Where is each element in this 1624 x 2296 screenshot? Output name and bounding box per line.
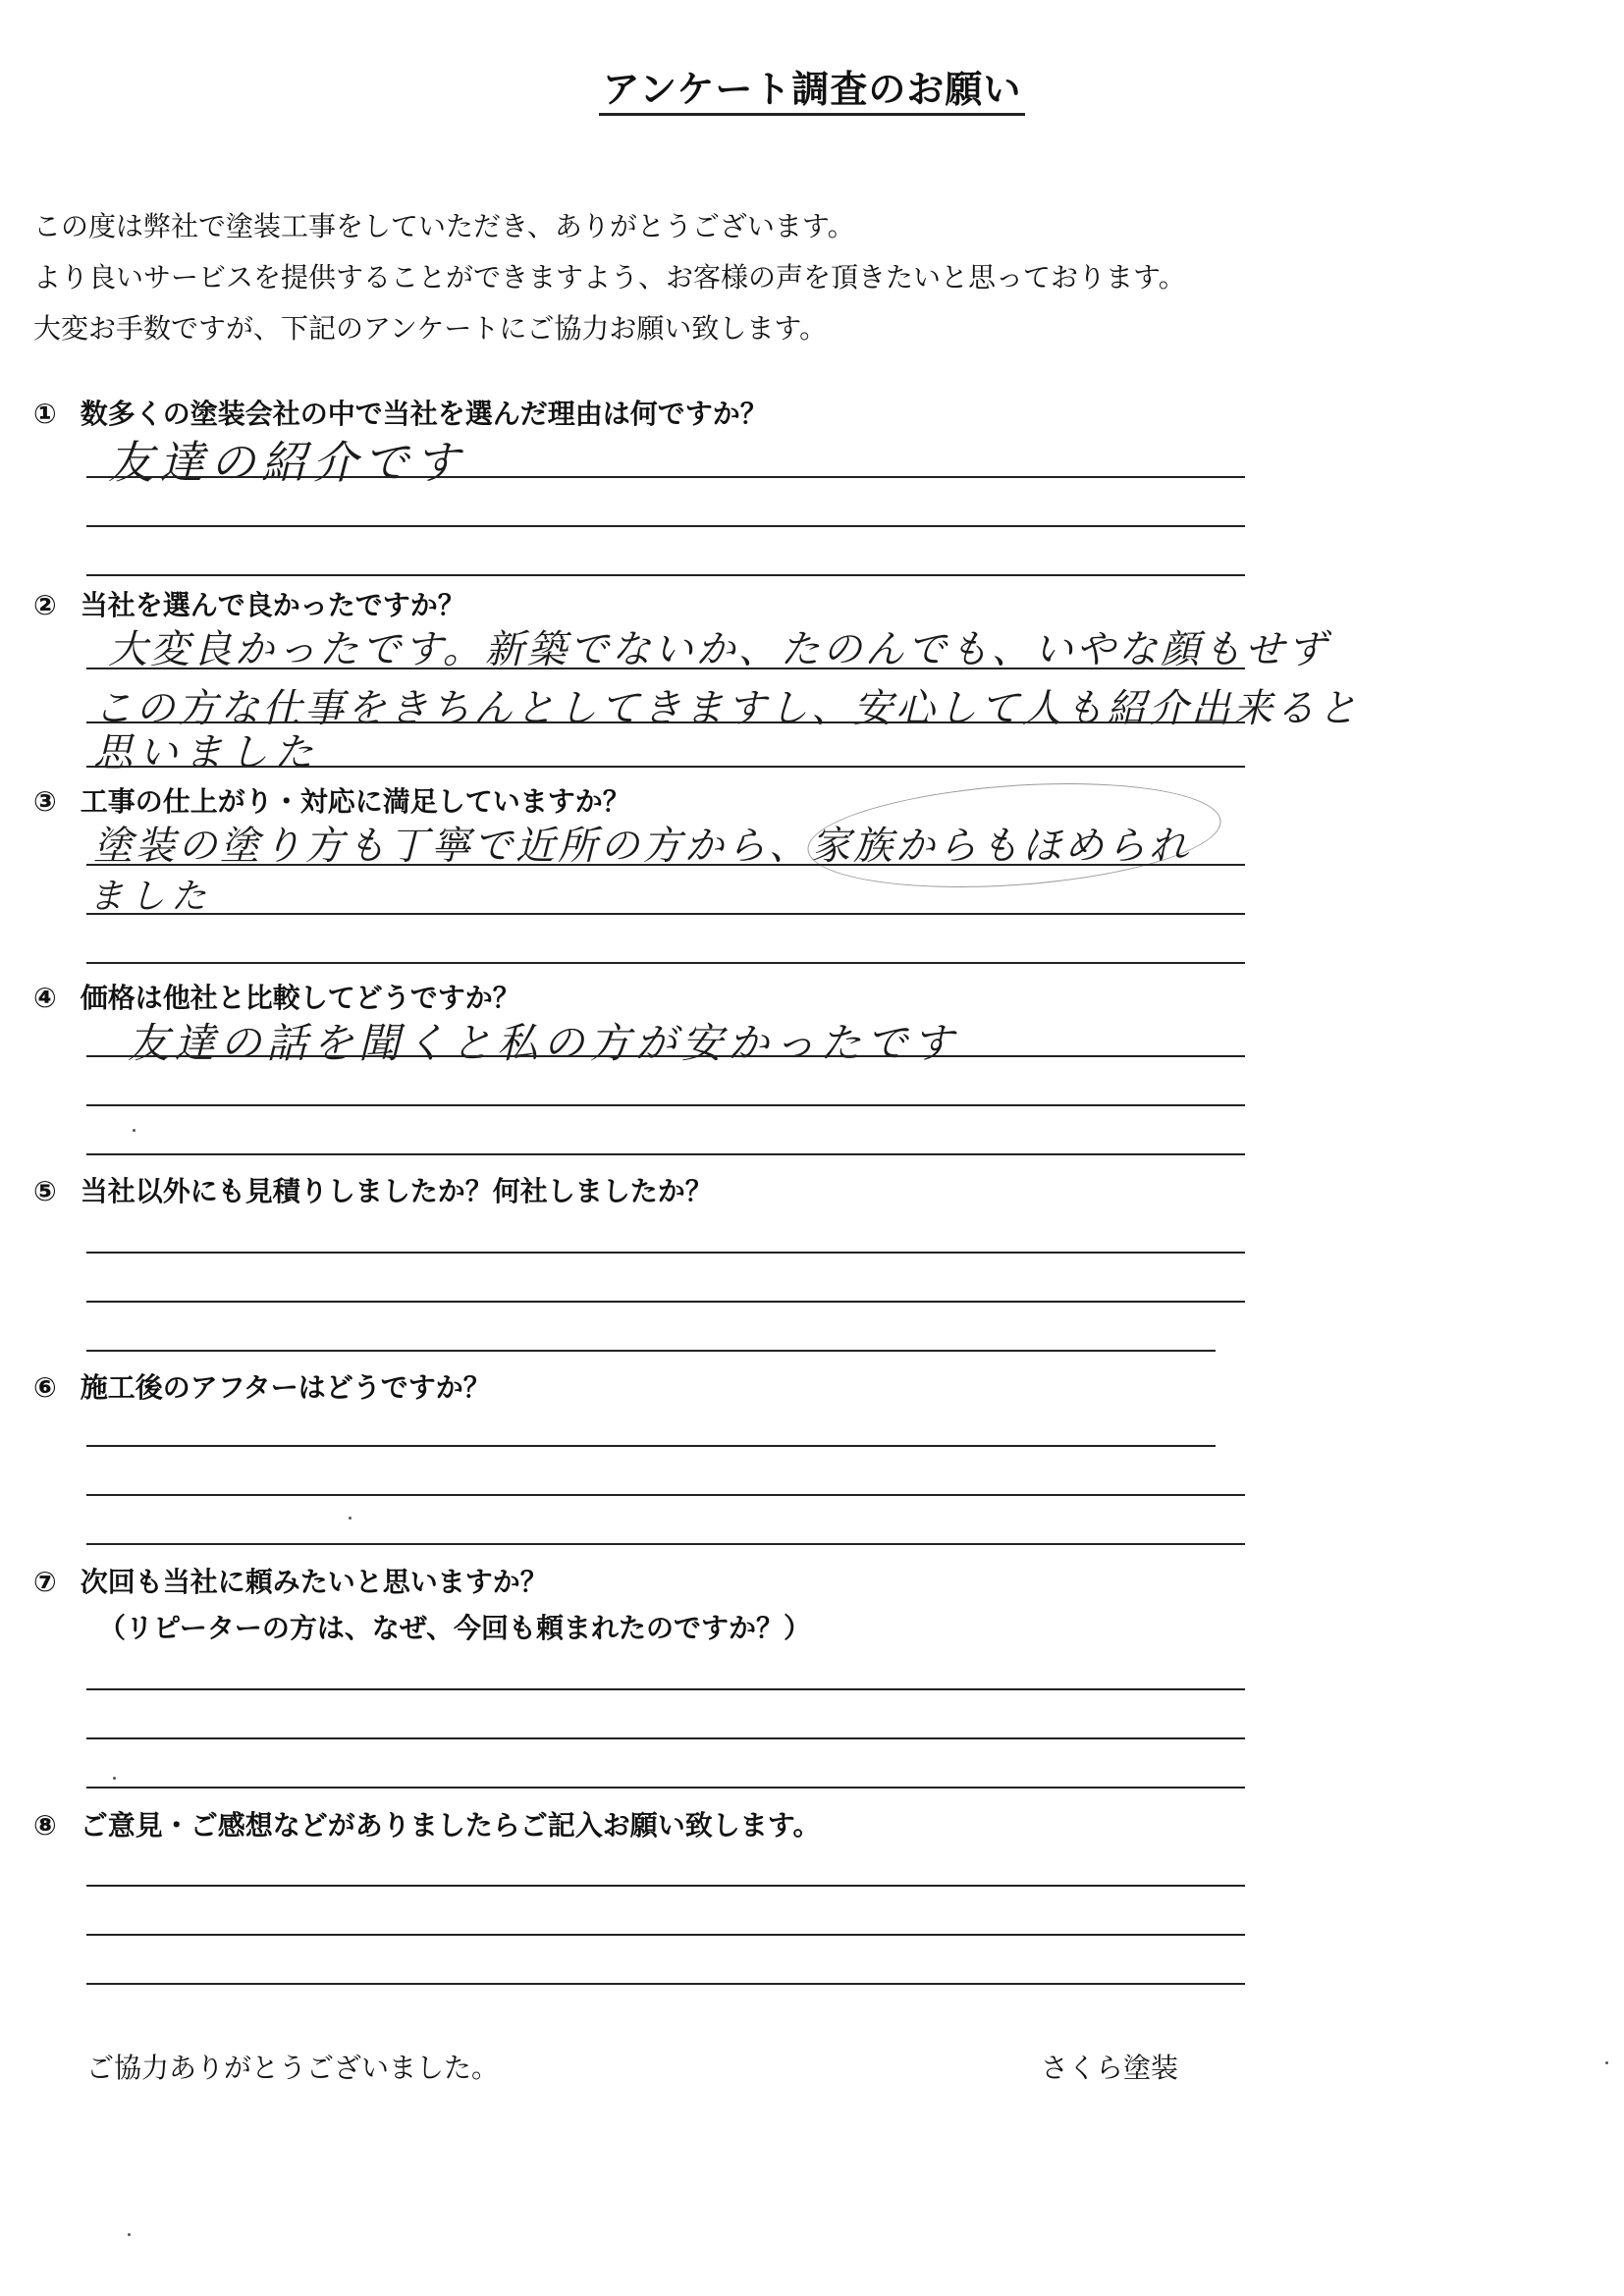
intro-line: 大変お手数ですが、下記のアンケートにご協力お願い致します。	[33, 312, 828, 345]
answer-line	[86, 962, 1245, 964]
question-1: ① 数多くの塗装会社の中で当社を選んだ理由は何ですか？	[33, 398, 768, 430]
question-6: ⑥ 施工後のアフターはどうですか？	[33, 1371, 491, 1404]
question-7: ⑦ 次回も当社に頼みたいと思いますか？	[33, 1566, 548, 1598]
answer-line	[86, 1445, 1216, 1447]
answer-2-line-2: この方な仕事をきちんとしてきますし、安心して人も紹介出来ると	[93, 686, 1360, 731]
question-4-text: 価格は他社と比較してどうですか？	[80, 982, 520, 1014]
answer-line	[86, 574, 1245, 576]
answer-line	[86, 667, 1245, 669]
answer-line	[86, 1350, 1216, 1352]
question-3: ③ 工事の仕上がり・対応に満足していますか？	[33, 785, 630, 818]
question-1-text: 数多くの塗装会社の中で当社を選んだ理由は何ですか？	[80, 398, 768, 430]
answer-line	[86, 1494, 1245, 1496]
company-name: さくら塗装	[1041, 2052, 1179, 2084]
scan-speck	[113, 1777, 116, 1780]
answer-1-line-1: 友達の紹介です	[108, 436, 465, 489]
answer-3-line-1: 塗装の塗り方も丁寧で近所の方から、家族からもほめられ	[93, 824, 1191, 869]
question-4: ④ 価格は他社と比較してどうですか？	[33, 982, 520, 1014]
question-7-subtext: （リピーターの方は、なぜ、今回も頼まれたのですか？）	[98, 1612, 812, 1644]
question-5: ⑤ 当社以外にも見積りしましたか？何社しましたか？	[33, 1175, 713, 1207]
question-6-text: 施工後のアフターはどうですか？	[80, 1371, 491, 1404]
intro-line: この度は弊社で塗装工事をしていただき、ありがとうございます。	[33, 210, 855, 242]
question-7-text: 次回も当社に頼みたいと思いますか？	[80, 1566, 548, 1598]
answer-line	[86, 864, 1245, 866]
answer-line	[86, 1104, 1245, 1106]
answer-line	[86, 1153, 1245, 1155]
answer-line	[86, 1983, 1245, 1985]
answer-line	[86, 1934, 1245, 1936]
scan-speck	[133, 1129, 135, 1132]
answer-line	[86, 1737, 1245, 1739]
answer-2-line-1: 大変良かったです。新築でないか、たのんでも、いやな顔もせず	[108, 627, 1329, 672]
question-3-text: 工事の仕上がり・対応に満足していますか？	[80, 785, 630, 818]
question-2-text: 当社を選んで良かったですか？	[80, 589, 465, 621]
question-8: ⑧ ご意見・ご感想などがありましたらご記入お願い致します。	[33, 1809, 821, 1842]
intro-text	[33, 201, 1186, 354]
answer-2-line-3: 思いました	[93, 730, 319, 775]
closing-text: ご協力ありがとうございました。	[86, 2052, 500, 2084]
answer-line	[86, 476, 1245, 478]
scan-speck	[1605, 2061, 1608, 2064]
answer-line	[86, 766, 1245, 768]
question-2: ② 当社を選んで良かったですか？	[33, 589, 465, 621]
answer-3-line-2: ました	[88, 877, 213, 917]
answer-line	[86, 1543, 1245, 1545]
question-8-text: ご意見・ご感想などがありましたらご記入お願い致します。	[80, 1809, 821, 1842]
scan-speck	[128, 2233, 131, 2236]
page-title: アンケート調査のお願い	[0, 59, 1624, 113]
answer-line	[86, 1055, 1245, 1057]
answer-line	[86, 525, 1245, 527]
answer-4-line-1: 友達の話を聞くと私の方が安かったです	[128, 1019, 959, 1067]
answer-line	[86, 1252, 1245, 1254]
intro-line: より良いサービスを提供することができますよう、お客様の声を頂きたいと思っております。	[33, 261, 1186, 294]
question-5-text: 当社以外にも見積りしましたか？何社しましたか？	[80, 1175, 713, 1207]
scan-speck	[349, 1517, 352, 1520]
answer-line	[86, 1688, 1245, 1690]
answer-line	[86, 1787, 1245, 1789]
answer-line	[86, 1301, 1245, 1303]
answer-line	[86, 913, 1245, 915]
answer-line	[86, 1885, 1245, 1887]
